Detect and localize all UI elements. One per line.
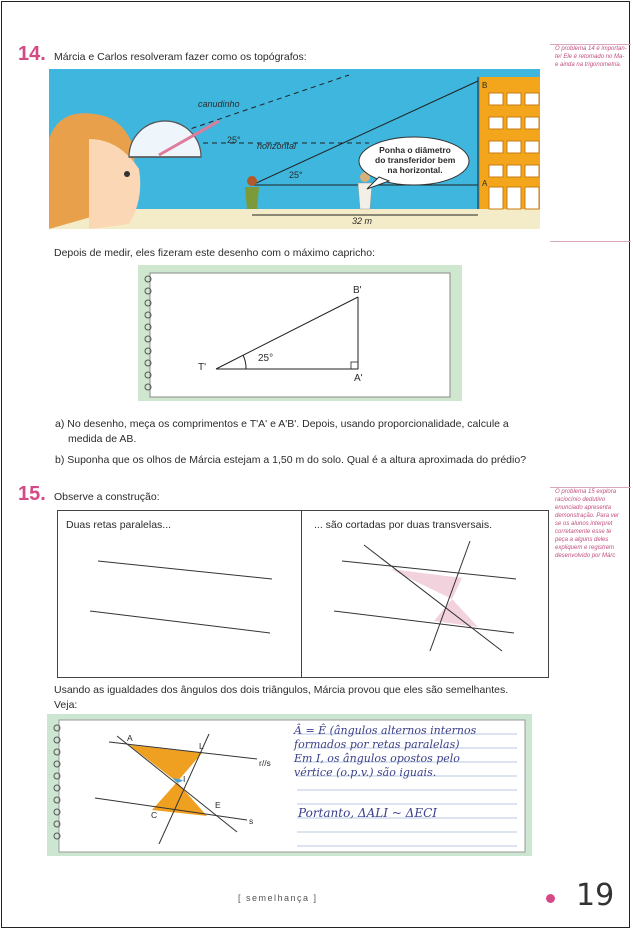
label-b-prime: B' <box>353 285 362 296</box>
side-note-line: peça a alguns deles <box>555 537 609 543</box>
side-note-line: se os alunos interpret <box>555 521 613 527</box>
distance-label: 32 m <box>352 216 373 226</box>
side-note-line: expliquem e registrem <box>555 545 615 551</box>
handwriting-line-1: Â = Ê (ângulos alternos internos <box>294 724 477 737</box>
box-parallel-lines <box>57 510 303 678</box>
angle-ground: 25° <box>289 170 303 180</box>
speech-line: Ponha o diâmetro <box>379 145 451 155</box>
box-right-caption: ... são cortadas por duas transversais. <box>314 519 493 531</box>
side-note-15 <box>555 488 633 560</box>
page-bullet-icon <box>546 894 555 903</box>
item-a-line2: medida de AB. <box>68 433 137 445</box>
side-note-line: enunciado apresenta <box>555 505 612 511</box>
label-canudinho: canudinho <box>198 99 240 109</box>
box-left-caption: Duas retas paralelas... <box>66 519 172 531</box>
after-measure-text: Depois de medir, eles fizeram este desenho com o máximo capricho: <box>54 247 375 259</box>
angle-protractor: 25° <box>227 135 241 145</box>
problem-14-intro: Márcia e Carlos resolveram fazer como os topógrafos: <box>54 51 307 63</box>
side-note-line: demonstração. Para ver <box>555 513 620 519</box>
item-a <box>55 417 550 447</box>
handwriting-line-4: vértice (o.p.v.) são iguais. <box>294 766 437 779</box>
fig-label-c: C <box>151 810 158 820</box>
speech-bubble-text <box>375 145 455 175</box>
item-a-line1: a) No desenho, meça os comprimentos e T'A' e A'B'. Depois, usando proporcionalidade, calcule a <box>55 418 509 430</box>
label-t-prime: T' <box>198 362 207 373</box>
page-number: 19 <box>576 878 615 913</box>
angle-25-label: 25° <box>258 353 274 364</box>
fig-label-s: s <box>249 816 254 826</box>
problem-14-number: 14. <box>18 43 46 65</box>
usage-text-line1: Usando as igualdades dos ângulos dos dois triângulos, Márcia provou que eles são semelhantes. <box>54 684 509 696</box>
handwriting-line-2: formados por retas paralelas) <box>294 738 460 751</box>
box-transversals <box>301 510 549 678</box>
side-note-line: te! Ele é retomado no Ma- <box>555 54 625 60</box>
label-a-prime: A' <box>354 373 363 384</box>
margin-rule-mid <box>550 241 631 242</box>
notebook-drawing-14 <box>138 265 462 401</box>
problem-15-number: 15. <box>18 483 46 505</box>
side-note-line: desenvolvido por Márc <box>555 553 616 559</box>
handwriting-line-5: Portanto, ΔALI ~ ΔECI <box>298 806 438 820</box>
fig-label-e: E <box>215 800 221 810</box>
chapter-footer: [ semelhança ] <box>238 893 318 903</box>
fig-label-l: L <box>199 741 204 751</box>
fig-label-r-parallel-s: r//s <box>259 758 271 768</box>
speech-line: na horizontal. <box>387 165 443 175</box>
problem-15-intro: Observe a construção: <box>54 491 160 503</box>
handwriting-line-3: Em I, os ângulos opostos pelo <box>294 752 460 765</box>
notebook-drawing-15 <box>47 714 532 856</box>
fig-label-a: A <box>127 733 133 743</box>
side-note-line: corretamente esse te <box>555 529 612 535</box>
side-note-line: e ainda na trigonometria. <box>555 62 622 68</box>
point-a-label: A <box>482 179 488 188</box>
usage-text-line2: Veja: <box>54 699 78 711</box>
side-note-line: raciocínio dedutivo <box>555 497 606 503</box>
fig-label-i: I <box>183 774 186 784</box>
speech-line: do transferidor bem <box>375 155 456 165</box>
item-b: b) Suponha que os olhos de Márcia estejam a 1,50 m do solo. Qual é a altura aproximada do prédio? <box>55 454 527 466</box>
side-note-14 <box>555 45 633 69</box>
label-horizontal: horizontal <box>257 141 297 151</box>
point-b-label: B <box>482 81 488 90</box>
side-note-line: O problema 14 é importan- <box>555 46 627 52</box>
topographers-illustration <box>49 69 540 229</box>
side-note-line: O problema 15 explora <box>555 489 617 495</box>
